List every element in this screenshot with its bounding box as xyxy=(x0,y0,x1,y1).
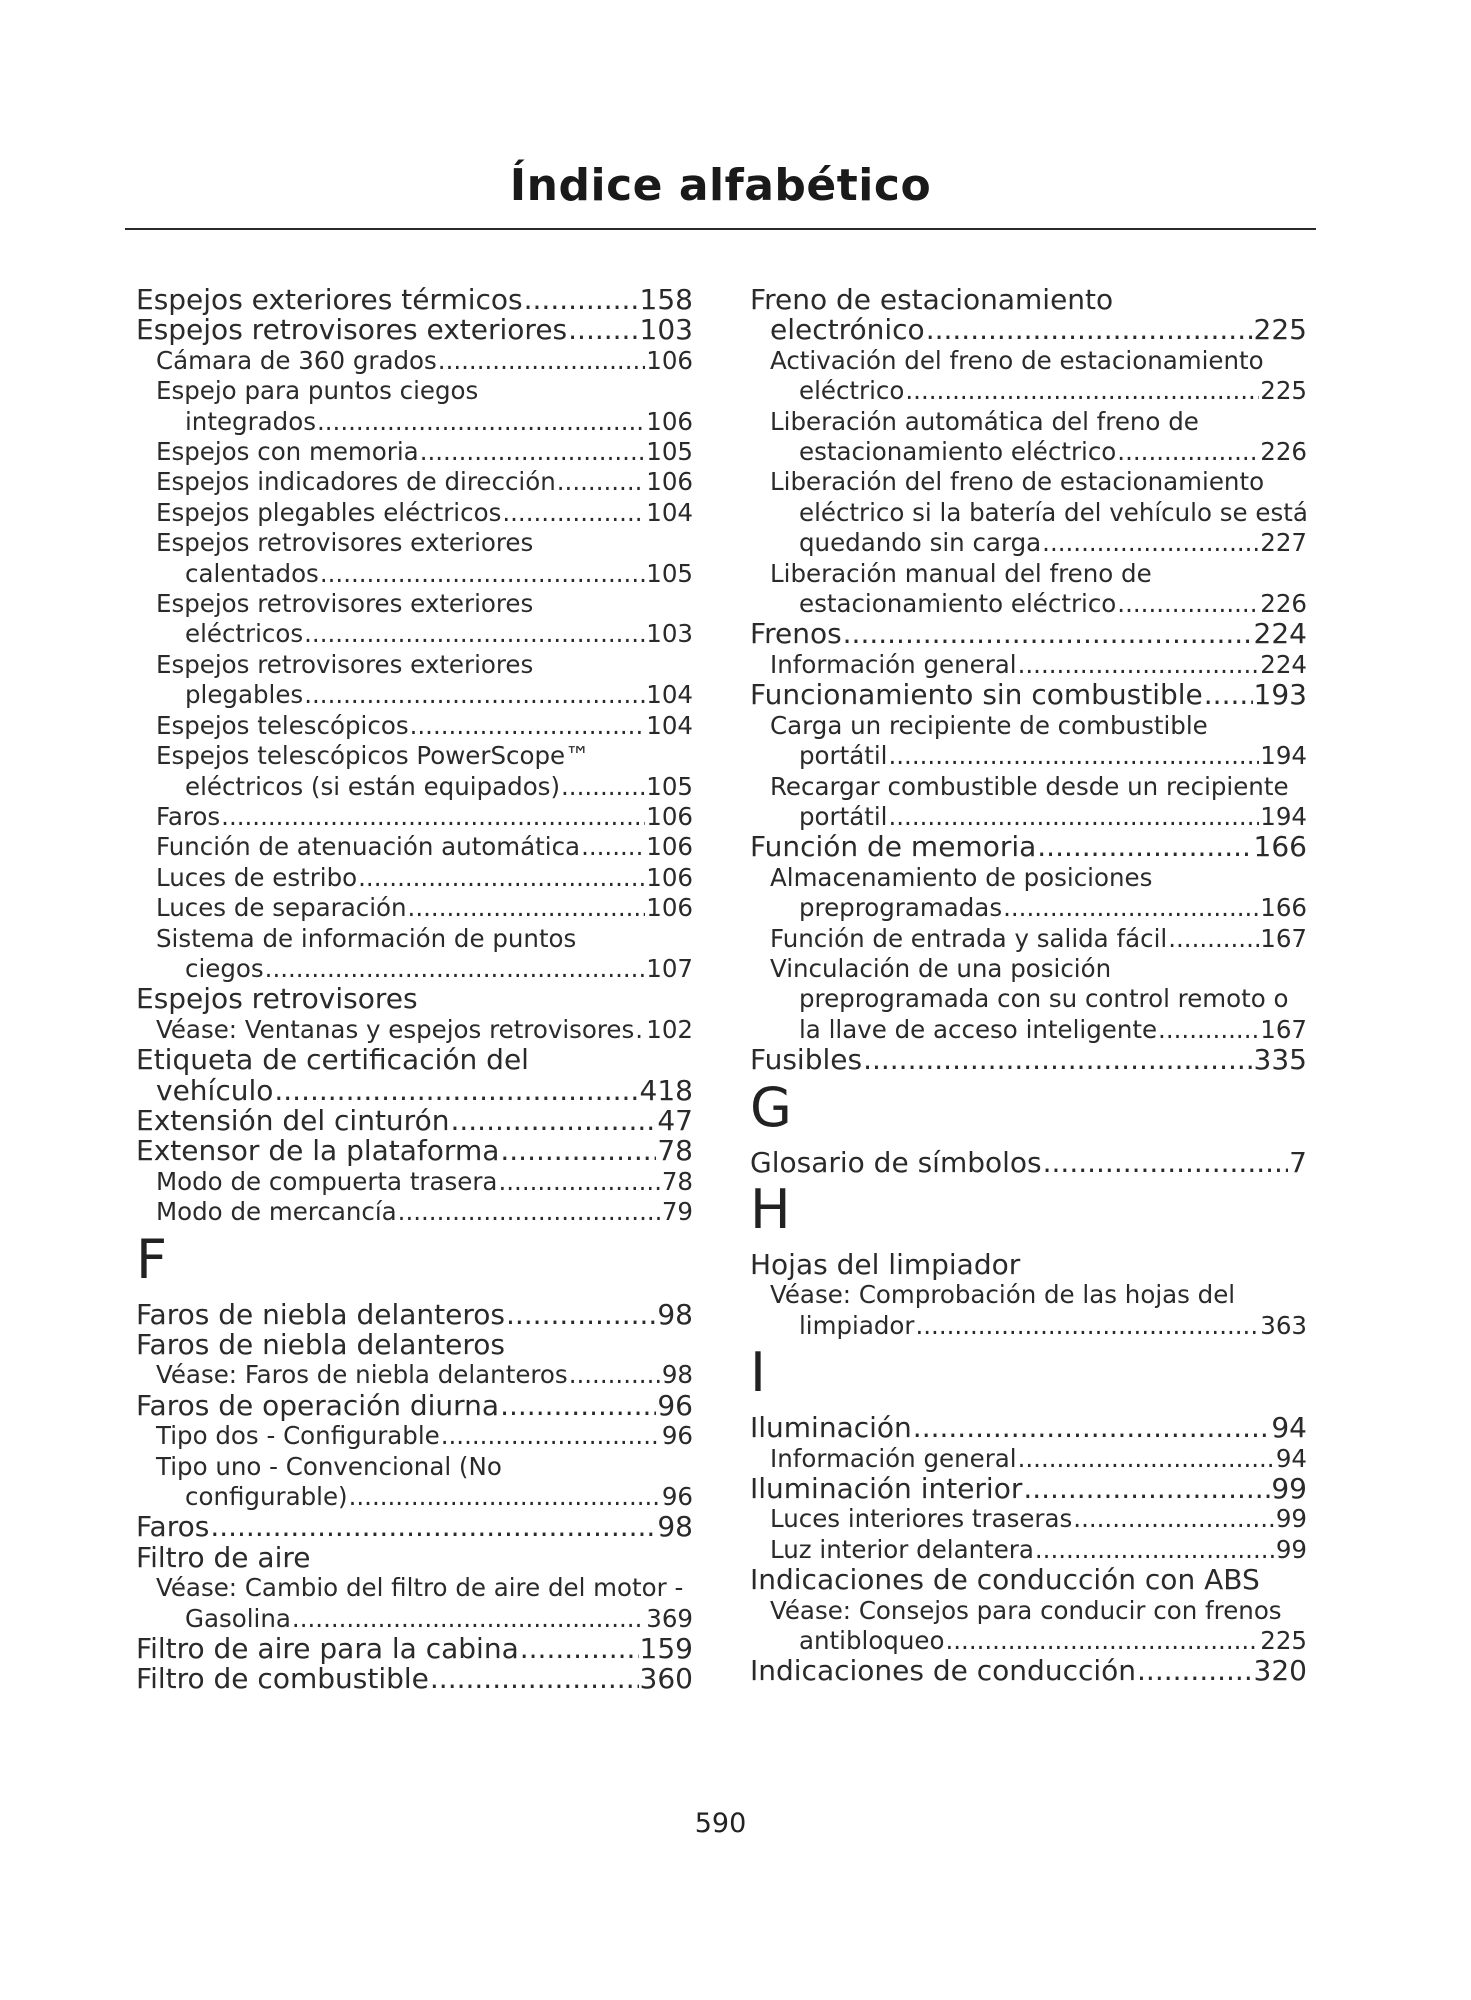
index-entry-limpiador[interactable] xyxy=(750,1311,1307,1341)
dot-leader xyxy=(500,1136,656,1166)
entry-term: estacionamiento eléctrico xyxy=(799,437,1117,467)
dot-leader xyxy=(915,1311,1259,1341)
entry-term: integrados xyxy=(185,406,316,436)
index-entry-glosario-de-simbolos[interactable] xyxy=(750,1148,1307,1178)
index-entry-extensor-de-la-plataforma[interactable] xyxy=(136,1136,693,1166)
index-heading-espejos-retrovisores: Espejos retrovisores xyxy=(136,982,418,1016)
entry-page-number[interactable]: 167 xyxy=(1260,923,1307,953)
index-entry-espejos-indicadores-de-direccion[interactable] xyxy=(136,467,693,497)
dot-leader xyxy=(1018,650,1260,680)
dot-leader xyxy=(500,1391,656,1421)
entry-term: Luces de estribo xyxy=(156,862,358,892)
index-heading-espejo-para-puntos-ciegos: Espejo para puntos ciegos xyxy=(156,376,479,406)
index-entry-indicaciones-de-conduccion[interactable] xyxy=(750,1656,1307,1686)
index-entry-espejos-telescopicos[interactable] xyxy=(136,711,693,741)
entry-term: plegables xyxy=(185,680,304,710)
index-entry-electronico[interactable] xyxy=(750,315,1307,345)
entry-term: eléctricos xyxy=(185,619,304,649)
entry-term: vehículo xyxy=(156,1075,274,1106)
entry-page-number[interactable]: 98 xyxy=(657,1512,693,1543)
dot-leader xyxy=(210,1512,656,1542)
dot-leader xyxy=(410,711,646,741)
entry-term: Información general xyxy=(770,1443,1017,1473)
index-heading-liberacion-automatica-del-freno-de: Liberación automática del freno de xyxy=(770,406,1199,436)
entry-term: la llave de acceso inteligente xyxy=(799,1014,1158,1044)
index-heading-vease-comprobacion-de-las-hojas-del: Véase: Comprobación de las hojas del xyxy=(770,1280,1236,1310)
entry-page-number[interactable]: 106 xyxy=(646,406,693,436)
entry-page-number[interactable]: 105 xyxy=(646,771,693,801)
page-number: 590 xyxy=(694,1808,747,1839)
entry-page-number[interactable]: 369 xyxy=(646,1603,693,1633)
dot-leader xyxy=(349,1482,661,1512)
entry-term: preprogramadas xyxy=(799,893,1003,923)
index-heading-espejos-retrovisores-exteriores: Espejos retrovisores exteriores xyxy=(156,649,534,679)
entry-page-number[interactable]: 226 xyxy=(1260,589,1307,619)
entry-term: Espejos indicadores de dirección xyxy=(156,467,556,497)
index-heading-freno-de-estacionamiento: Freno de estacionamiento xyxy=(750,283,1114,316)
index-entry-luces-de-separacion[interactable] xyxy=(136,893,693,923)
entry-page-number[interactable]: 103 xyxy=(646,619,693,649)
entry-term: Luz interior delantera xyxy=(770,1534,1034,1564)
entry-page-number[interactable]: 227 xyxy=(1260,528,1307,558)
dot-leader xyxy=(561,772,645,802)
entry-term: Función de entrada y salida fácil xyxy=(770,923,1168,953)
entry-term: quedando sin carga xyxy=(799,528,1042,558)
entry-term: Luces interiores traseras xyxy=(770,1504,1073,1534)
entry-page-number[interactable]: 94 xyxy=(1275,1443,1307,1473)
entry-term: Indicaciones de conducción xyxy=(750,1656,1137,1687)
dot-leader xyxy=(581,832,645,862)
index-entry-funcionamiento-sin-combustible[interactable] xyxy=(750,680,1307,710)
section-letter-f: F xyxy=(136,1227,168,1291)
index-heading-carga-un-recipiente-de-combustible: Carga un recipiente de combustible xyxy=(770,710,1208,740)
entry-page-number[interactable]: 103 xyxy=(639,315,693,346)
dot-leader xyxy=(1073,1504,1275,1534)
index-entry-iluminacion-interior[interactable] xyxy=(750,1474,1307,1504)
entry-term: portátil xyxy=(799,801,888,831)
entry-term: Véase: Faros de niebla delanteros xyxy=(156,1360,568,1390)
entry-page-number[interactable]: 335 xyxy=(1253,1045,1307,1076)
dot-leader xyxy=(1137,1656,1253,1686)
entry-page-number[interactable]: 225 xyxy=(1253,315,1307,346)
index-heading-filtro-de-aire: Filtro de aire xyxy=(136,1540,311,1574)
dot-leader xyxy=(320,559,645,589)
dot-leader xyxy=(398,1197,661,1227)
entry-page-number[interactable]: 167 xyxy=(1260,1014,1307,1044)
entry-page-number[interactable]: 96 xyxy=(661,1421,693,1451)
entry-page-number[interactable]: 194 xyxy=(1260,741,1307,771)
entry-term: eléctricos (si están equipados) xyxy=(185,771,561,801)
index-heading-espejos-retrovisores-exteriores: Espejos retrovisores exteriores xyxy=(156,528,534,558)
entry-page-number[interactable]: 363 xyxy=(1260,1310,1307,1340)
entry-page-number[interactable]: 106 xyxy=(646,862,693,892)
index-entry-informacion-general[interactable] xyxy=(750,1444,1307,1474)
index-entry-informacion-general[interactable] xyxy=(750,650,1307,680)
index-entry-espejos-con-memoria[interactable] xyxy=(136,437,693,467)
index-entry-tipo-dos-configurable[interactable] xyxy=(136,1421,693,1451)
entry-page-number[interactable]: 99 xyxy=(1275,1534,1307,1564)
index-entry-portatil[interactable] xyxy=(750,741,1307,771)
index-column-right xyxy=(750,285,1307,1687)
dot-leader xyxy=(843,619,1253,649)
index-entry-espejos-plegables-electricos[interactable] xyxy=(136,498,693,528)
dot-leader xyxy=(1117,589,1259,619)
index-entry-modo-de-mercancia[interactable] xyxy=(136,1197,693,1227)
dot-leader xyxy=(945,1626,1259,1656)
dot-leader xyxy=(1003,893,1259,923)
entry-term: limpiador xyxy=(799,1310,915,1340)
entry-page-number[interactable]: 360 xyxy=(639,1664,693,1695)
index-entry-integrados[interactable] xyxy=(136,407,693,437)
entry-term: Información general xyxy=(770,649,1017,679)
index-entry-estacionamiento-electrico[interactable] xyxy=(750,589,1307,619)
dot-leader xyxy=(1043,1148,1289,1178)
entry-term: Gasolina xyxy=(185,1603,291,1633)
title-divider xyxy=(125,228,1316,230)
entry-page-number[interactable]: 99 xyxy=(1271,1474,1307,1505)
entry-page-number[interactable]: 224 xyxy=(1253,619,1307,650)
index-entry-faros[interactable] xyxy=(136,1512,693,1542)
index-entry-calentados[interactable] xyxy=(136,559,693,589)
entry-page-number[interactable]: 166 xyxy=(1260,893,1307,923)
dot-leader xyxy=(358,863,645,893)
entry-term: eléctrico xyxy=(799,376,905,406)
dot-leader xyxy=(304,680,645,710)
index-entry-camara-de-360-grados[interactable] xyxy=(136,346,693,376)
index-entry-electricos-si-estan-equipados[interactable] xyxy=(136,772,693,802)
entry-term: Iluminación interior xyxy=(750,1474,1023,1505)
index-entry-ciegos[interactable] xyxy=(136,954,693,984)
entry-page-number[interactable]: 104 xyxy=(646,497,693,527)
entry-page-number[interactable]: 78 xyxy=(657,1136,693,1167)
entry-page-number[interactable]: 107 xyxy=(646,953,693,983)
entry-page-number[interactable]: 78 xyxy=(661,1166,693,1196)
entry-term: Filtro de combustible xyxy=(136,1664,429,1695)
entry-term: Funcionamiento sin combustible xyxy=(750,680,1203,711)
entry-page-number[interactable]: 7 xyxy=(1289,1147,1307,1178)
entry-term: calentados xyxy=(185,558,319,588)
entry-term: Espejos telescópicos xyxy=(156,710,409,740)
dot-leader xyxy=(438,346,645,376)
index-heading-espejos-retrovisores-exteriores: Espejos retrovisores exteriores xyxy=(156,589,534,619)
entry-term: Espejos plegables eléctricos xyxy=(156,497,502,527)
dot-leader xyxy=(926,315,1253,345)
index-entry-filtro-de-combustible[interactable] xyxy=(136,1664,693,1694)
index-entry-funcion-de-entrada-y-salida-facil[interactable] xyxy=(750,924,1307,954)
entry-page-number[interactable]: 158 xyxy=(639,285,693,316)
dot-leader xyxy=(568,315,638,345)
dot-leader xyxy=(441,1421,661,1451)
index-entry-estacionamiento-electrico[interactable] xyxy=(750,437,1307,467)
dot-leader xyxy=(502,498,645,528)
entry-page-number[interactable]: 320 xyxy=(1253,1656,1307,1687)
index-heading-etiqueta-de-certificacion-del: Etiqueta de certificación del xyxy=(136,1043,529,1077)
dot-leader xyxy=(863,1045,1252,1075)
index-entry-portatil[interactable] xyxy=(750,802,1307,832)
index-entry-preprogramadas[interactable] xyxy=(750,893,1307,923)
index-heading-vease-cambio-del-filtro-de-aire-del-moto: Véase: Cambio del filtro de aire del motor - xyxy=(156,1573,684,1603)
entry-page-number[interactable]: 98 xyxy=(661,1360,693,1390)
index-entry-funcion-de-memoria[interactable] xyxy=(750,832,1307,862)
dot-leader xyxy=(524,285,639,315)
index-entry-frenos[interactable] xyxy=(750,619,1307,649)
entry-term: Espejos retrovisores exteriores xyxy=(136,315,568,346)
entry-page-number[interactable]: 224 xyxy=(1260,649,1307,679)
index-entry-faros-de-niebla-delanteros[interactable] xyxy=(136,1300,693,1330)
entry-page-number[interactable]: 106 xyxy=(646,893,693,923)
entry-term: electrónico xyxy=(770,315,925,346)
dot-leader xyxy=(450,1106,656,1136)
entry-term: Faros xyxy=(156,801,221,831)
index-heading-almacenamiento-de-posiciones: Almacenamiento de posiciones xyxy=(770,862,1153,892)
index-entry-electrico[interactable] xyxy=(750,376,1307,406)
entry-page-number[interactable]: 418 xyxy=(639,1075,693,1106)
entry-page-number[interactable]: 166 xyxy=(1253,832,1307,863)
dot-leader xyxy=(265,954,646,984)
entry-page-number[interactable]: 96 xyxy=(657,1390,693,1422)
entry-term: Iluminación xyxy=(750,1413,912,1444)
dot-leader xyxy=(888,802,1259,832)
entry-page-number[interactable]: 225 xyxy=(1260,376,1307,406)
index-entry-espejos-exteriores-termicos[interactable] xyxy=(136,285,693,315)
entry-page-number[interactable]: 106 xyxy=(646,467,693,497)
index-heading-activacion-del-freno-de-estacionamiento: Activación del freno de estacionamiento xyxy=(770,345,1264,375)
index-heading-sistema-de-informacion-de-puntos: Sistema de información de puntos xyxy=(156,923,577,953)
dot-leader xyxy=(1042,528,1259,558)
index-entry-fusibles[interactable] xyxy=(750,1045,1307,1075)
index-heading-vease-consejos-para-conducir-con-frenos: Véase: Consejos para conducir con frenos xyxy=(770,1595,1282,1625)
entry-term: Faros xyxy=(136,1512,210,1543)
dot-leader xyxy=(1035,1535,1275,1565)
index-entry-extension-del-cinturon[interactable] xyxy=(136,1106,693,1136)
entry-term: Frenos xyxy=(750,619,842,650)
entry-page-number[interactable]: 79 xyxy=(661,1197,693,1227)
index-entry-vehiculo[interactable] xyxy=(136,1076,693,1106)
dot-leader xyxy=(430,1664,639,1694)
index-heading-electrico-si-la-bateria-del-vehiculo-se-: eléctrico si la batería del vehículo se está xyxy=(799,497,1308,527)
index-entry-espejos-retrovisores-exteriores[interactable] xyxy=(136,315,693,345)
index-entry-electricos[interactable] xyxy=(136,619,693,649)
dot-leader xyxy=(888,741,1259,771)
entry-page-number[interactable]: 106 xyxy=(646,832,693,862)
index-entry-faros-de-operacion-diurna[interactable] xyxy=(136,1391,693,1421)
entry-page-number[interactable]: 106 xyxy=(646,345,693,375)
section-letter-i: I xyxy=(750,1341,766,1405)
entry-page-number[interactable]: 96 xyxy=(661,1482,693,1512)
index-heading-tipo-uno-convencional-no: Tipo uno - Convencional (No xyxy=(156,1451,502,1481)
index-entry-vease-ventanas-y-espejos-retrovisores[interactable] xyxy=(136,1015,693,1045)
entry-page-number[interactable]: 47 xyxy=(657,1105,693,1137)
index-entry-luz-interior-delantera[interactable] xyxy=(750,1535,1307,1565)
index-heading-faros-de-niebla-delanteros: Faros de niebla delanteros xyxy=(136,1328,505,1361)
entry-term: antibloqueo xyxy=(799,1626,945,1656)
entry-page-number[interactable]: 226 xyxy=(1260,437,1307,467)
entry-page-number[interactable]: 98 xyxy=(657,1299,693,1330)
dot-leader xyxy=(292,1604,645,1634)
entry-term: configurable) xyxy=(185,1482,348,1512)
entry-term: Véase: Ventanas y espejos retrovisores xyxy=(156,1014,635,1044)
section-letter-g: G xyxy=(750,1075,792,1139)
index-entry-vease-faros-de-niebla-delanteros[interactable] xyxy=(136,1360,693,1390)
index-heading-vinculacion-de-una-posicion: Vinculación de una posición xyxy=(770,953,1112,983)
dot-leader xyxy=(913,1413,1271,1443)
entry-page-number[interactable]: 105 xyxy=(646,558,693,588)
page-title: Índice alfabético xyxy=(509,160,932,211)
dot-leader xyxy=(1158,1015,1259,1045)
index-entry-gasolina[interactable] xyxy=(136,1604,693,1634)
dot-leader xyxy=(1168,924,1259,954)
entry-term: Modo de mercancía xyxy=(156,1197,397,1227)
entry-page-number[interactable]: 106 xyxy=(646,801,693,831)
entry-term: Extensor de la plataforma xyxy=(136,1136,500,1167)
index-heading-liberacion-manual-del-freno-de: Liberación manual del freno de xyxy=(770,558,1152,588)
entry-term: ciegos xyxy=(185,953,264,983)
dot-leader xyxy=(905,376,1259,406)
index-heading-hojas-del-limpiador: Hojas del limpiador xyxy=(750,1247,1021,1281)
entry-term: estacionamiento eléctrico xyxy=(799,589,1117,619)
dot-leader xyxy=(274,1076,638,1106)
index-heading-liberacion-del-freno-de-estacionamiento: Liberación del freno de estacionamiento xyxy=(770,467,1265,497)
entry-term: Fusibles xyxy=(750,1045,863,1076)
entry-term: Luces de separación xyxy=(156,893,407,923)
entry-page-number[interactable]: 193 xyxy=(1253,680,1307,711)
entry-page-number[interactable]: 225 xyxy=(1260,1626,1307,1656)
entry-page-number[interactable]: 94 xyxy=(1271,1413,1307,1444)
entry-term: Tipo dos - Configurable xyxy=(156,1421,440,1451)
entry-term: Función de memoria xyxy=(750,832,1037,863)
entry-page-number[interactable]: 102 xyxy=(646,1014,693,1044)
entry-term: Extensión del cinturón xyxy=(136,1105,450,1137)
dot-leader xyxy=(1037,832,1252,862)
index-entry-plegables[interactable] xyxy=(136,680,693,710)
dot-leader xyxy=(408,893,646,923)
dot-leader xyxy=(498,1167,660,1197)
dot-leader xyxy=(1117,437,1259,467)
dot-leader xyxy=(569,1360,661,1390)
index-entry-faros[interactable] xyxy=(136,802,693,832)
entry-term: Glosario de símbolos xyxy=(750,1147,1042,1178)
dot-leader xyxy=(1204,680,1253,710)
dot-leader xyxy=(221,802,645,832)
dot-leader xyxy=(1018,1444,1275,1474)
section-letter-h: H xyxy=(750,1177,791,1241)
entry-term: Modo de compuerta trasera xyxy=(156,1166,498,1196)
index-column-left xyxy=(136,285,693,1695)
index-heading-espejos-telescopicos-powerscope: Espejos telescópicos PowerScope™ xyxy=(156,741,590,771)
dot-leader xyxy=(520,1634,639,1664)
entry-term: Cámara de 360 grados xyxy=(156,345,437,375)
entry-page-number[interactable]: 99 xyxy=(1275,1504,1307,1534)
dot-leader xyxy=(1023,1474,1270,1504)
entry-page-number[interactable]: 159 xyxy=(639,1634,693,1665)
entry-page-number[interactable]: 104 xyxy=(646,680,693,710)
index-entry-filtro-de-aire-para-la-cabina[interactable] xyxy=(136,1634,693,1664)
dot-leader xyxy=(506,1300,656,1330)
dot-leader xyxy=(557,467,645,497)
index-entry-modo-de-compuerta-trasera[interactable] xyxy=(136,1167,693,1197)
entry-page-number[interactable]: 194 xyxy=(1260,801,1307,831)
index-entry-configurable[interactable] xyxy=(136,1482,693,1512)
entry-term: Filtro de aire para la cabina xyxy=(136,1634,519,1665)
dot-leader xyxy=(420,437,646,467)
index-entry-luces-interiores-traseras[interactable] xyxy=(750,1504,1307,1534)
index-heading-preprogramada-con-su-control-remoto-o: preprogramada con su control remoto o xyxy=(799,984,1289,1014)
index-entry-iluminacion[interactable] xyxy=(750,1413,1307,1443)
index-entry-quedando-sin-carga[interactable] xyxy=(750,528,1307,558)
index-entry-antibloqueo[interactable] xyxy=(750,1626,1307,1656)
entry-term: Función de atenuación automática xyxy=(156,832,581,862)
entry-term: portátil xyxy=(799,741,888,771)
index-entry-funcion-de-atenuacion-automatica[interactable] xyxy=(136,832,693,862)
entry-term: Espejos con memoria xyxy=(156,437,419,467)
dot-leader xyxy=(304,619,645,649)
index-entry-la-llave-de-acceso-inteligente[interactable] xyxy=(750,1015,1307,1045)
dot-leader xyxy=(635,1015,645,1045)
entry-page-number[interactable]: 104 xyxy=(646,710,693,740)
entry-page-number[interactable]: 105 xyxy=(646,437,693,467)
dot-leader xyxy=(317,407,645,437)
entry-term: Espejos exteriores térmicos xyxy=(136,285,523,316)
index-heading-indicaciones-de-conduccion-con-abs: Indicaciones de conducción con ABS xyxy=(750,1563,1260,1597)
index-heading-recargar-combustible-desde-un-recipiente: Recargar combustible desde un recipiente xyxy=(770,771,1289,801)
entry-term: Faros de niebla delanteros xyxy=(136,1299,505,1330)
index-entry-luces-de-estribo[interactable] xyxy=(136,863,693,893)
entry-term: Faros de operación diurna xyxy=(136,1390,500,1422)
